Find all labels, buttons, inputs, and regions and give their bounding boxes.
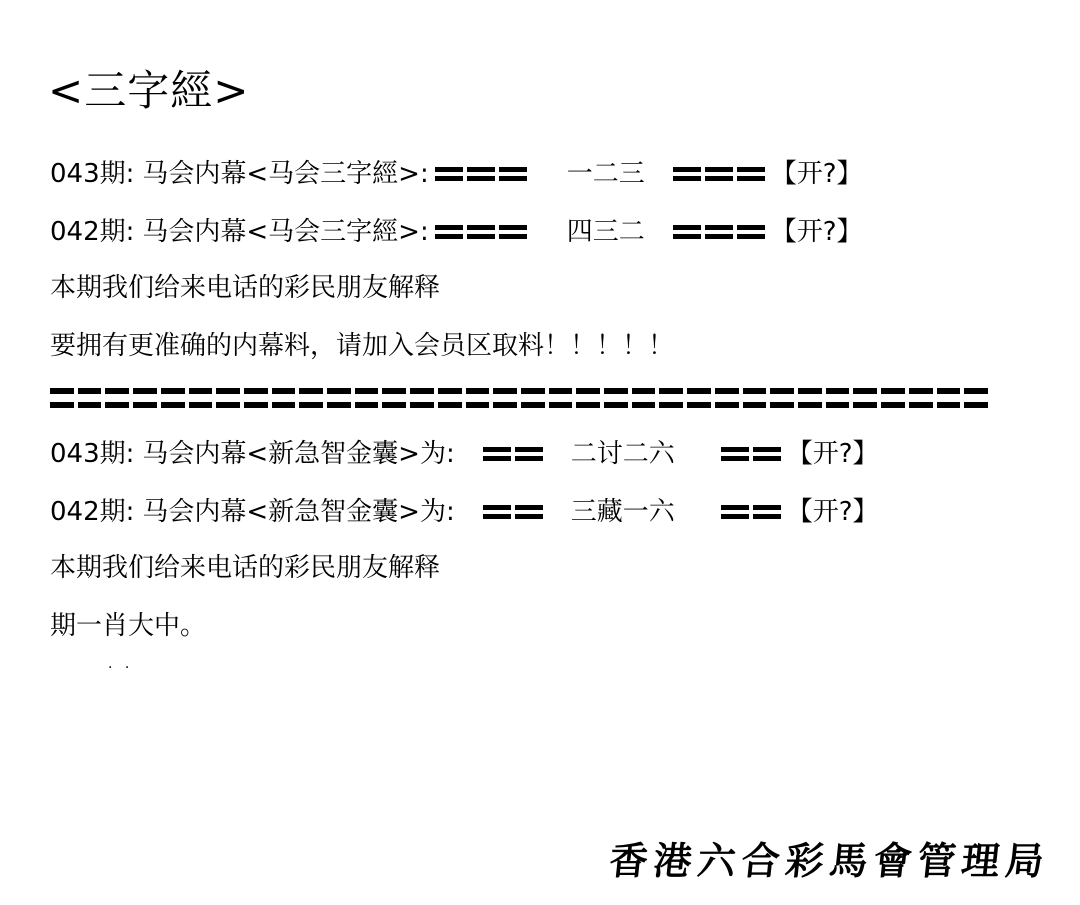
source-label: 马会内幕<马会三字經>:	[142, 159, 429, 189]
source-label: 马会内幕<新急智金囊>为:	[142, 439, 455, 469]
text-line: 本期我们给来电话的彩民朋友解释	[50, 553, 441, 583]
bar-separator	[435, 167, 527, 181]
period-label: 043期:	[50, 439, 135, 469]
entry-row	[50, 214, 863, 250]
result-value: 二讨二六	[570, 439, 675, 469]
text-line: 期一肖大中。	[50, 611, 207, 641]
open-label: 【开?】	[786, 439, 879, 469]
entry-row	[50, 156, 863, 192]
result-value: 四三二	[566, 217, 645, 247]
bar-separator	[721, 447, 781, 461]
stray-dots: · ·	[108, 660, 134, 676]
bar-separator	[483, 447, 543, 461]
footer-signature: 香港六合彩馬會管理局	[607, 838, 1053, 883]
page-title: <三字經>	[48, 66, 250, 115]
text-line: 本期我们给来电话的彩民朋友解释	[50, 273, 441, 303]
source-label: 马会内幕<马会三字經>:	[142, 217, 429, 247]
text-line: 要拥有更准确的内幕料，请加入会员区取料！！！！！	[50, 331, 675, 361]
open-label: 【开?】	[770, 159, 863, 189]
period-label: 042期:	[50, 497, 135, 527]
result-value: 一二三	[566, 159, 645, 189]
open-label: 【开?】	[786, 497, 879, 527]
period-label: 042期:	[50, 217, 135, 247]
bar-separator	[435, 225, 527, 239]
bar-separator	[483, 505, 543, 519]
source-label: 马会内幕<新急智金囊>为:	[142, 497, 455, 527]
entry-row	[50, 494, 879, 530]
bar-separator	[721, 505, 781, 519]
bar-separator	[673, 225, 765, 239]
entry-row	[50, 436, 879, 472]
result-value: 三藏一六	[570, 497, 675, 527]
open-label: 【开?】	[770, 217, 863, 247]
dashed-divider	[50, 384, 988, 412]
period-label: 043期:	[50, 159, 135, 189]
bar-separator	[673, 167, 765, 181]
